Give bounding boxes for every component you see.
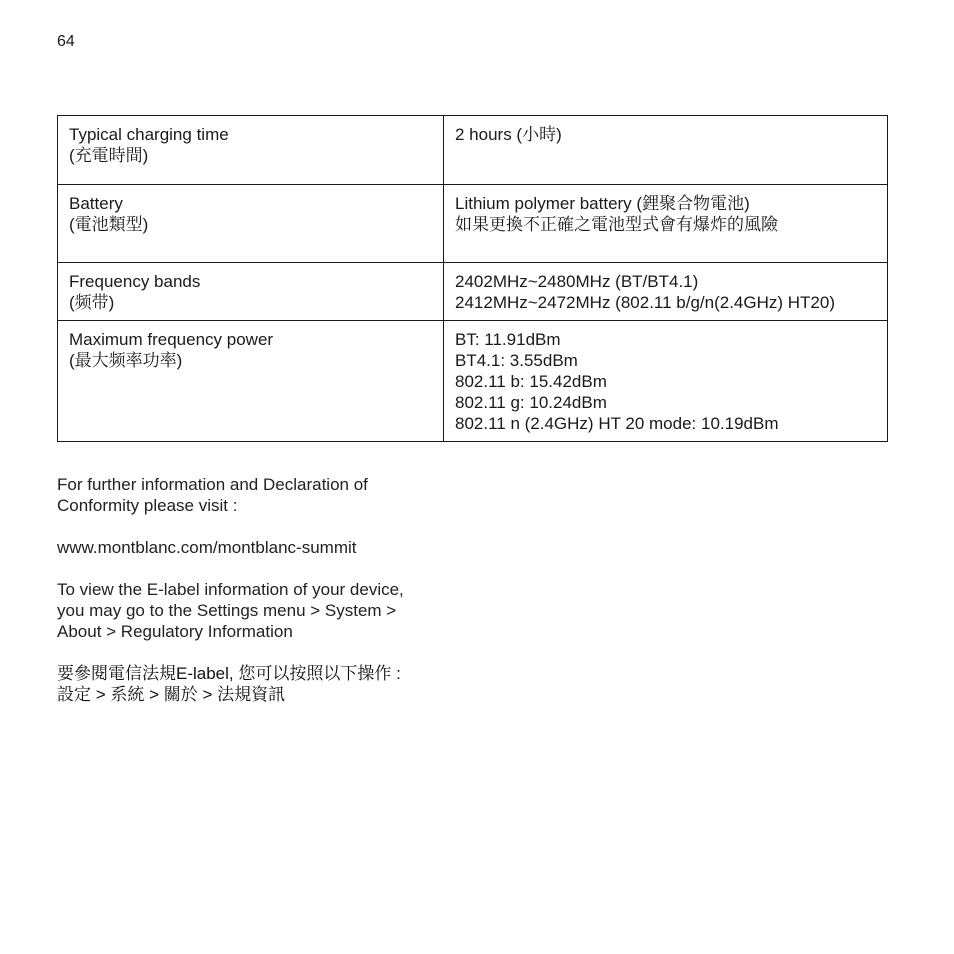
paragraph-line: About > Regulatory Information (57, 622, 293, 641)
label-text: Maximum frequency power (69, 330, 274, 349)
elabel-en-paragraph (57, 579, 404, 642)
label-text-zh: (最大频率功率) (69, 351, 183, 370)
url-paragraph (57, 537, 404, 558)
elabel-zh-paragraph (57, 663, 404, 705)
paragraph-line: 設定 > 系統 > 關於 > 法規資訊 (57, 685, 286, 704)
paragraph-line: you may go to the Settings menu > System > (57, 601, 397, 620)
website-url: www.montblanc.com/montblanc-summit (57, 538, 357, 557)
page-number: 64 (57, 33, 75, 50)
value-text: 如果更換不正確之電池型式會有爆炸的風險 (455, 215, 778, 234)
label-text: Battery (69, 194, 123, 213)
label-text: Typical charging time (69, 125, 229, 144)
further-info-paragraph (57, 474, 404, 516)
paragraph-line: To view the E-label information of your device, (57, 580, 404, 599)
info-block (57, 474, 404, 726)
value-text: 2 hours (小時) (455, 125, 562, 144)
label-text-zh: (频带) (69, 293, 115, 312)
specifications-table (57, 115, 888, 442)
value-text: Lithium polymer battery (鋰聚合物電池) (455, 194, 750, 213)
label-cell (58, 263, 444, 321)
value-text: BT: 11.91dBm (455, 330, 561, 349)
label-cell (58, 116, 444, 185)
label-cell (58, 321, 444, 442)
value-cell (444, 263, 888, 321)
value-text: BT4.1: 3.55dBm (455, 351, 578, 370)
label-text: Frequency bands (69, 272, 201, 291)
value-cell (444, 321, 888, 442)
value-cell (444, 116, 888, 185)
label-text-zh: (電池類型) (69, 215, 149, 234)
value-text: 2412MHz~2472MHz (802.11 b/g/n(2.4GHz) HT20) (455, 293, 836, 312)
label-text-zh: (充電時間) (69, 146, 149, 165)
table-row-battery (58, 185, 888, 263)
paragraph-line: 要參閱電信法規E-label, 您可以按照以下操作 : (57, 664, 401, 683)
table-row-max-frequency-power (58, 321, 888, 442)
value-text: 2402MHz~2480MHz (BT/BT4.1) (455, 272, 699, 291)
value-cell (444, 185, 888, 263)
paragraph-line: For further information and Declaration of (57, 475, 368, 494)
value-text: 802.11 g: 10.24dBm (455, 393, 607, 412)
paragraph-line: Conformity please visit : (57, 496, 238, 515)
label-cell (58, 185, 444, 263)
table-row-frequency-bands (58, 263, 888, 321)
value-text: 802.11 n (2.4GHz) HT 20 mode: 10.19dBm (455, 414, 779, 433)
value-text: 802.11 b: 15.42dBm (455, 372, 607, 391)
table-row-charging-time (58, 116, 888, 185)
